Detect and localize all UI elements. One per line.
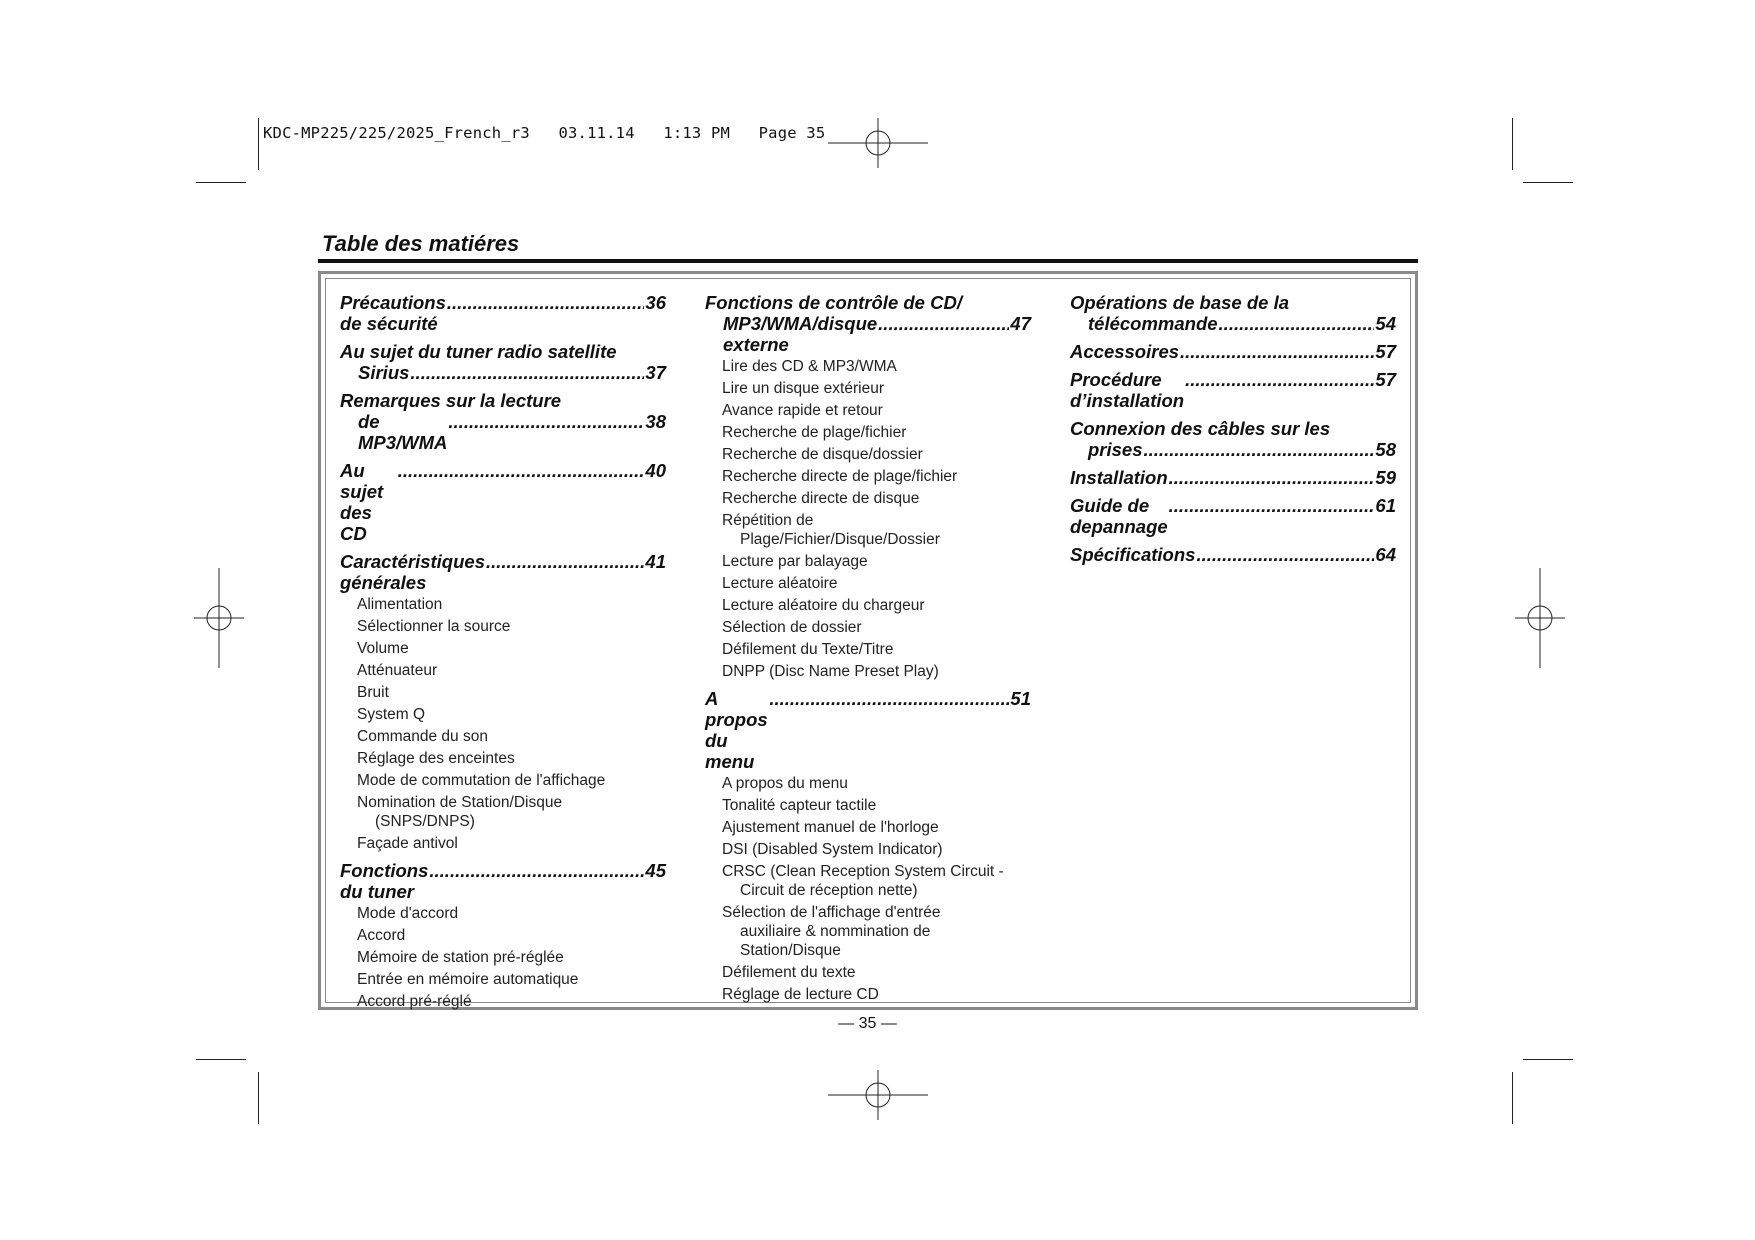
toc-sub-item-text: (SNPS/DNPS) xyxy=(375,813,475,830)
toc-sub-item-text: Lire un disque extérieur xyxy=(722,380,884,397)
toc-sub-item-text: Mode de commutation de l'affichage xyxy=(357,772,606,789)
toc-entry-title: télécommande xyxy=(1088,313,1218,334)
toc-page-number: 59 xyxy=(1375,467,1396,488)
dot-leader xyxy=(398,460,645,481)
toc-entry-title: Opérations de base de la xyxy=(1070,292,1289,313)
toc-sub-item-text: auxiliaire & nommination de xyxy=(740,923,931,940)
toc-sub-item[interactable] xyxy=(705,903,1031,960)
toc-entry-title: Procédure d’installation xyxy=(1070,369,1185,411)
toc-sub-item-text: Mémoire de station pré-réglée xyxy=(357,949,564,966)
crop-mark xyxy=(1512,118,1513,170)
toc-sub-item-text: Plage/Fichier/Disque/Dossier xyxy=(740,531,940,548)
registration-mark-left xyxy=(194,568,244,668)
toc-sub-item[interactable] xyxy=(340,749,666,768)
toc-entry-title: Guide de depannage xyxy=(1070,495,1168,537)
toc-sub-item[interactable] xyxy=(705,796,1031,815)
toc-sub-item-text: Lecture par balayage xyxy=(722,553,868,570)
dot-leader xyxy=(1169,467,1375,488)
toc-entry[interactable] xyxy=(340,390,666,453)
toc-column-2 xyxy=(705,292,1031,1011)
toc-sub-item-text: Commande du son xyxy=(357,728,488,745)
toc-page-number: 37 xyxy=(645,362,666,383)
toc-entry-title: prises xyxy=(1088,439,1143,460)
crop-mark xyxy=(258,118,259,170)
toc-sub-item[interactable] xyxy=(340,595,666,614)
toc-entry[interactable] xyxy=(1070,544,1396,565)
toc-sub-item-text: Avance rapide et retour xyxy=(722,402,883,419)
toc-sub-item-text: Alimentation xyxy=(357,596,443,613)
toc-sub-list xyxy=(340,904,666,1011)
toc-page-number: 57 xyxy=(1375,369,1396,390)
registration-mark-right xyxy=(1515,568,1565,668)
toc-sub-item[interactable] xyxy=(340,926,666,945)
toc-sub-item-text: DSI (Disabled System Indicator) xyxy=(722,841,943,858)
toc-sub-item-text: Mode d'accord xyxy=(357,905,459,922)
toc-entry[interactable] xyxy=(1070,467,1396,488)
toc-entry[interactable] xyxy=(1070,369,1396,411)
toc-entry[interactable] xyxy=(340,860,666,1011)
toc-sub-item-text: Entrée en mémoire automatique xyxy=(357,971,579,988)
crop-mark xyxy=(196,182,246,183)
dot-leader xyxy=(878,313,1009,334)
toc-entry-title: Fonctions de contrôle de CD/ xyxy=(705,292,962,313)
dot-leader xyxy=(1185,369,1374,390)
toc-page-number: 40 xyxy=(645,460,666,481)
dot-leader xyxy=(486,551,644,572)
toc-page-number: 51 xyxy=(1010,688,1031,709)
toc-sub-item-text: Accord xyxy=(357,927,406,944)
toc-page-number: 58 xyxy=(1375,439,1396,460)
toc-sub-item[interactable] xyxy=(340,617,666,636)
toc-entry-title: Sirius xyxy=(358,362,410,383)
toc-sub-list xyxy=(340,595,666,853)
toc-sub-item[interactable] xyxy=(705,818,1031,837)
toc-sub-item-text: Défilement du texte xyxy=(722,964,856,981)
toc-sub-item[interactable] xyxy=(340,661,666,680)
toc-sub-item-text: Lecture aléatoire du chargeur xyxy=(722,597,925,614)
toc-entry-title: MP3/WMA/disque externe xyxy=(723,313,878,355)
crop-mark xyxy=(1523,1059,1573,1060)
toc-sub-item-text: Circuit de réception nette) xyxy=(740,882,918,899)
toc-sub-item-text: Sélectionner la source xyxy=(357,618,511,635)
dot-leader xyxy=(1180,341,1374,362)
dot-leader xyxy=(429,860,644,881)
crop-mark xyxy=(1523,182,1573,183)
toc-entry-title: Au sujet des CD xyxy=(340,460,384,544)
toc-entry-title: A propos du menu xyxy=(705,688,768,772)
toc-sub-item[interactable] xyxy=(705,401,1031,420)
toc-sub-item-text: A propos du menu xyxy=(722,775,848,792)
toc-sub-item-text: Défilement du Texte/Titre xyxy=(722,641,894,658)
toc-sub-item[interactable] xyxy=(705,985,1031,1004)
dot-leader xyxy=(1219,313,1375,334)
registration-mark-bottom xyxy=(828,1070,928,1120)
toc-sub-item-text: Lecture aléatoire xyxy=(722,575,838,592)
toc-entry[interactable] xyxy=(1070,495,1396,537)
toc-sub-item[interactable] xyxy=(340,948,666,967)
toc-sub-item[interactable] xyxy=(705,467,1031,486)
toc-entry[interactable] xyxy=(1070,341,1396,362)
page-number: — 35 — xyxy=(838,1015,897,1032)
toc-sub-item-text: System Q xyxy=(357,706,426,723)
crop-mark xyxy=(258,1072,259,1124)
toc-sub-item[interactable] xyxy=(340,834,666,853)
toc-entry-title: de MP3/WMA xyxy=(358,411,448,453)
toc-page-number: 57 xyxy=(1375,341,1396,362)
toc-sub-item[interactable] xyxy=(705,862,1031,900)
crop-mark xyxy=(196,1059,246,1060)
toc-page-number: 64 xyxy=(1375,544,1396,565)
toc-sub-item-text: Volume xyxy=(357,640,409,657)
toc-sub-item[interactable] xyxy=(705,640,1031,659)
toc-page-number: 38 xyxy=(645,411,666,432)
toc-entry-title: Connexion des câbles sur les xyxy=(1070,418,1331,439)
toc-sub-item[interactable] xyxy=(340,705,666,724)
toc-sub-item-text: Bruit xyxy=(357,684,389,701)
toc-sub-item-text: DNPP (Disc Name Preset Play) xyxy=(722,663,939,680)
crop-mark xyxy=(1512,1072,1513,1124)
toc-sub-item-text: Ajustement manuel de l'horloge xyxy=(722,819,939,836)
toc-sub-item-text: Répétition de xyxy=(722,512,814,529)
toc-entry-title: Spécifications xyxy=(1070,544,1196,565)
toc-sub-item-text: Atténuateur xyxy=(357,662,438,679)
print-slug: KDC-MP225/225/2025_French_r3 03.11.14 1:13 PM Page 35 xyxy=(263,124,826,142)
toc-entry-title: Installation xyxy=(1070,467,1168,488)
toc-sub-item[interactable] xyxy=(340,970,666,989)
dot-leader xyxy=(448,411,644,432)
toc-page-number: 41 xyxy=(645,551,666,572)
toc-sub-item[interactable] xyxy=(340,992,666,1011)
toc-sub-item-text: CRSC (Clean Reception System Circuit - xyxy=(722,863,1004,880)
toc-sub-item[interactable] xyxy=(705,445,1031,464)
toc-sub-item[interactable] xyxy=(705,552,1031,571)
toc-entry-title: Accessoires xyxy=(1070,341,1180,362)
toc-sub-item[interactable] xyxy=(705,379,1031,398)
title-rule xyxy=(318,259,1418,263)
toc-entry-title: Au sujet du tuner radio satellite xyxy=(340,341,617,362)
toc-entry[interactable] xyxy=(340,341,666,383)
toc-sub-item[interactable] xyxy=(340,683,666,702)
toc-sub-item[interactable] xyxy=(705,662,1031,681)
dot-leader xyxy=(410,362,644,383)
toc-sub-item-text: Nomination de Station/Disque xyxy=(357,794,563,811)
toc-sub-item-text: Réglage des enceintes xyxy=(357,750,515,767)
toc-sub-item[interactable] xyxy=(705,489,1031,508)
toc-sub-item-text: Recherche de disque/dossier xyxy=(722,446,923,463)
toc-sub-item-text: Recherche directe de plage/fichier xyxy=(722,468,958,485)
toc-sub-item[interactable] xyxy=(705,774,1031,793)
toc-entry[interactable] xyxy=(340,460,666,544)
toc-entry[interactable] xyxy=(340,292,666,334)
toc-sub-item[interactable] xyxy=(705,423,1031,442)
toc-entry[interactable] xyxy=(705,688,1031,1004)
toc-column-1 xyxy=(340,292,666,1018)
toc-sub-item[interactable] xyxy=(705,596,1031,615)
toc-sub-item-text: Recherche directe de disque xyxy=(722,490,920,507)
toc-entry[interactable] xyxy=(1070,292,1396,334)
toc-sub-item[interactable] xyxy=(340,793,666,831)
toc-page-number: 36 xyxy=(645,292,666,313)
dot-leader xyxy=(1144,439,1375,460)
toc-sub-item[interactable] xyxy=(340,727,666,746)
dot-leader xyxy=(1169,495,1375,516)
toc-entry-title: Remarques sur la lecture xyxy=(340,390,562,411)
toc-sub-item[interactable] xyxy=(705,840,1031,859)
toc-column-3 xyxy=(1070,292,1396,572)
toc-entry[interactable] xyxy=(340,551,666,853)
toc-sub-item[interactable] xyxy=(705,618,1031,637)
toc-sub-item[interactable] xyxy=(705,574,1031,593)
toc-page-number: 54 xyxy=(1375,313,1396,334)
toc-sub-item-text: Recherche de plage/fichier xyxy=(722,424,907,441)
toc-sub-item-text: Accord pré-réglé xyxy=(357,993,472,1010)
toc-entry[interactable] xyxy=(705,292,1031,681)
toc-sub-item[interactable] xyxy=(340,904,666,923)
toc-sub-item-text: Réglage de lecture CD xyxy=(722,986,879,1003)
toc-sub-item-text: Sélection de dossier xyxy=(722,619,862,636)
toc-entry[interactable] xyxy=(1070,418,1396,460)
toc-sub-item-text: Façade antivol xyxy=(357,835,458,852)
toc-sub-item-text: Lire des CD & MP3/WMA xyxy=(722,358,897,375)
registration-mark-top xyxy=(828,118,928,168)
toc-sub-list xyxy=(705,774,1031,1004)
toc-page-number: 61 xyxy=(1375,495,1396,516)
toc-sub-item-text: Tonalité capteur tactile xyxy=(722,797,877,814)
toc-sub-list xyxy=(705,357,1031,681)
toc-entry-title: Fonctions du tuner xyxy=(340,860,429,902)
dot-leader xyxy=(447,292,645,313)
dot-leader xyxy=(769,688,1009,709)
toc-sub-item[interactable] xyxy=(705,357,1031,376)
toc-page-number: 45 xyxy=(645,860,666,881)
page-title: Table des matiéres xyxy=(322,231,520,256)
toc-sub-item-text: Sélection de l'affichage d'entrée xyxy=(722,904,941,921)
toc-page-number: 47 xyxy=(1010,313,1031,334)
toc-sub-item[interactable] xyxy=(340,771,666,790)
toc-sub-item[interactable] xyxy=(705,511,1031,549)
toc-sub-item[interactable] xyxy=(705,963,1031,982)
toc-entry-title: Caractéristiques générales xyxy=(340,551,485,593)
toc-entry-title: Précautions de sécurité xyxy=(340,292,446,334)
dot-leader xyxy=(1196,544,1374,565)
toc-sub-item[interactable] xyxy=(340,639,666,658)
toc-sub-item-text: Station/Disque xyxy=(740,942,841,959)
